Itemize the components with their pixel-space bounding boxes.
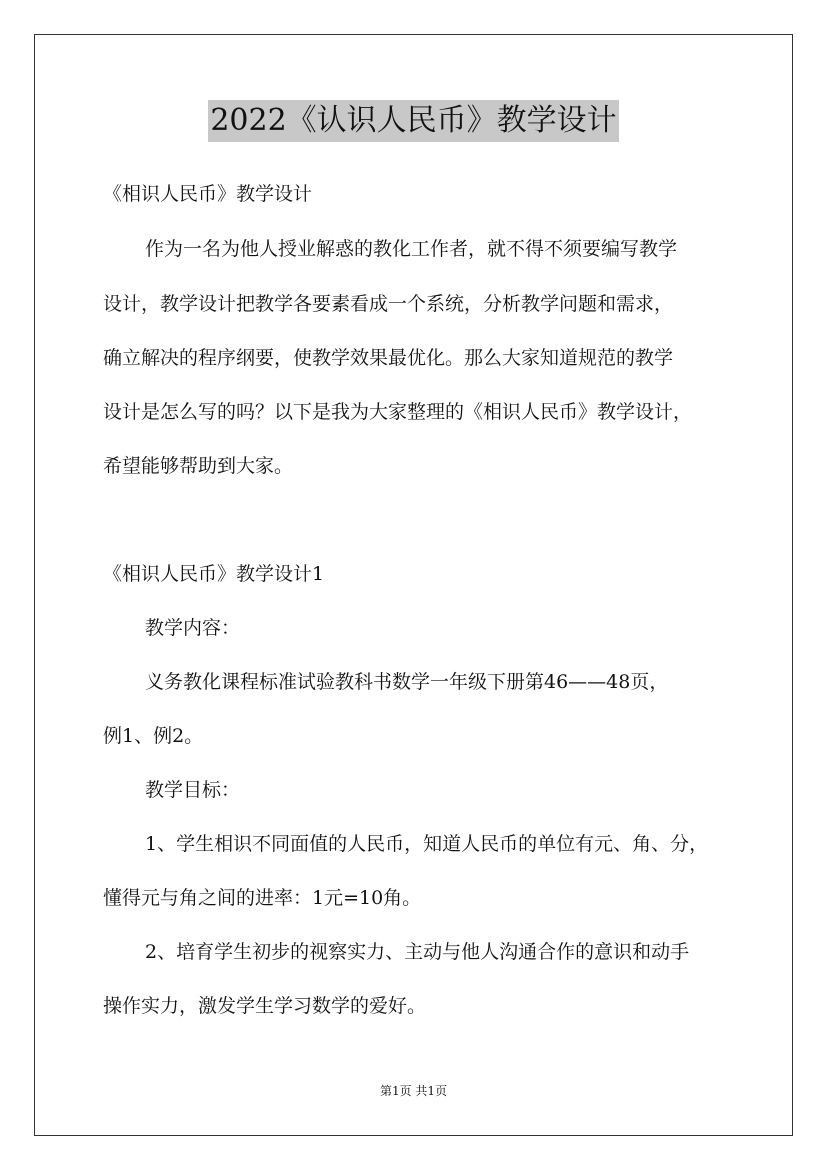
goal-1-line-1: 1、学生相识不同面值的人民币，知道人民币的单位有元、角、分， [145, 833, 709, 855]
content-line-2: 例1、例2。 [103, 725, 204, 747]
content-heading: 教学内容： [145, 617, 241, 639]
goal-2-line-1: 2、培育学生初步的视察实力、主动与他人沟通合作的意识和动手 [145, 941, 690, 963]
goals-heading: 教学目标： [145, 779, 241, 801]
content-line-1: 义务教化课程标准试验教科书数学一年级下册第46——48页， [145, 671, 669, 693]
intro-line-3: 确立解决的程序纲要，使教学效果最优化。那么大家知道规范的教学 [103, 347, 674, 369]
section-title: 《相识人民币》教学设计1 [103, 563, 325, 585]
intro-line-5: 希望能够帮助到大家。 [103, 455, 294, 477]
intro-line-1: 作为一名为他人授业解惑的教化工作者，就不得不须要编写教学 [145, 238, 678, 260]
intro-line-2: 设计，教学设计把教学各要素看成一个系统，分析教学问题和需求， [103, 293, 674, 315]
subtitle: 《相识人民币》教学设计 [103, 183, 313, 205]
goal-1-line-2: 懂得元与角之间的进率：1元=10角。 [103, 887, 422, 909]
goal-2-line-2: 操作实力，激发学生学习数学的爱好。 [103, 995, 427, 1017]
page-footer: 第1页 共1页 [379, 1084, 448, 1098]
intro-line-4: 设计是怎么写的吗？以下是我为大家整理的《相识人民币》教学设计， [103, 401, 693, 423]
document-title: 2022《认识人民币》教学设计 [208, 100, 618, 142]
title-container [0, 100, 827, 142]
